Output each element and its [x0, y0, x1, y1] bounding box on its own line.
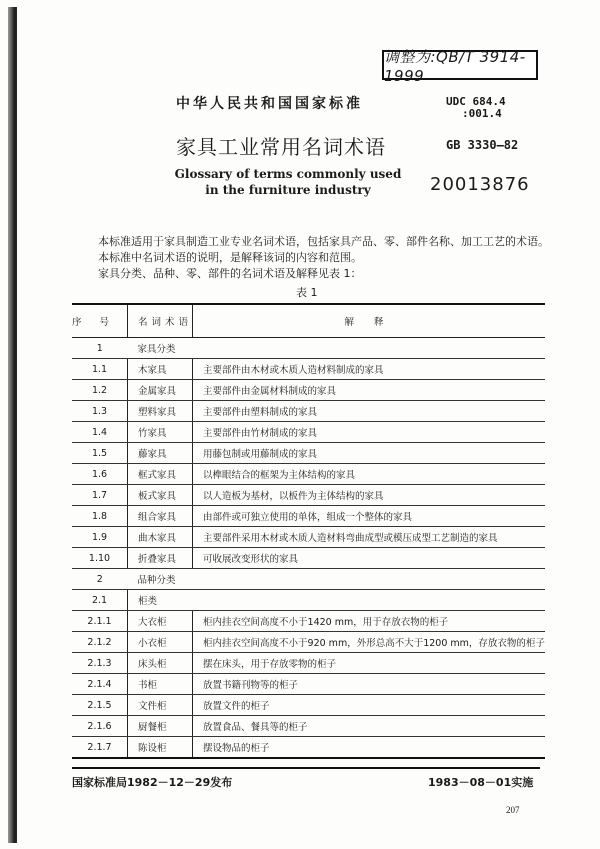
row-desc: 柜内挂衣空间高度不小于920 mm，外形总高不大于1200 mm，存放衣物的柜子 [193, 632, 545, 653]
row-num: 1.4 [72, 422, 128, 443]
row-term: 木家具 [128, 359, 193, 380]
udc-code [446, 96, 506, 120]
row-term: 柜类 [128, 590, 545, 611]
implementation-date: 1983－08－01实施 [428, 776, 534, 789]
row-num: 2.1.3 [72, 653, 128, 674]
row-num: 1.2 [72, 380, 128, 401]
row-desc: 由部件或可独立使用的单体，组成一个整体的家具 [193, 506, 545, 527]
footer-divider [72, 767, 540, 769]
row-term: 塑料家具 [128, 401, 193, 422]
table-row [72, 632, 545, 653]
row-desc: 柜内挂衣空间高度不小于1420 mm，用于存放衣物的柜子 [193, 611, 545, 632]
row-term: 曲木家具 [128, 527, 193, 548]
row-num: 1.6 [72, 464, 128, 485]
row-term: 家具分类 [128, 338, 545, 359]
row-desc: 主要部件由竹材制成的家具 [193, 422, 545, 443]
row-term: 竹家具 [128, 422, 193, 443]
gb-code: GB 3330—82 [446, 138, 519, 152]
row-term: 金属家具 [128, 380, 193, 401]
intro-paragraph-2: 本标准中名词术语的说明，是解释该词的内容和范围。 [98, 251, 362, 264]
table-row [72, 527, 545, 548]
table-row [72, 380, 545, 401]
row-desc: 以榫眼结合的框架为主体结构的家具 [193, 464, 545, 485]
page-number: 207 [506, 805, 520, 815]
row-num: 2.1.1 [72, 611, 128, 632]
table-row [72, 737, 545, 759]
terms-table [72, 303, 545, 759]
udc-line-2: :001.4 [462, 107, 502, 120]
row-desc: 可收展改变形状的家具 [193, 548, 545, 569]
table-row [72, 653, 545, 674]
table-row [72, 716, 545, 737]
row-term: 藤家具 [128, 443, 193, 464]
revision-stamp [382, 47, 538, 85]
table-row-section [72, 569, 545, 590]
row-num: 1.10 [72, 548, 128, 569]
row-term: 组合家具 [128, 506, 193, 527]
table-row [72, 485, 545, 506]
row-desc: 主要部件由金属材料制成的家具 [193, 380, 545, 401]
row-desc: 摆在床头，用于存放零物的柜子 [193, 653, 545, 674]
row-num: 2.1.6 [72, 716, 128, 737]
row-term: 陈设柜 [128, 737, 193, 759]
title-en-line-1: Glossary of terms commonly used [174, 167, 402, 181]
header-desc: 解释 [193, 304, 545, 338]
row-term: 小衣柜 [128, 632, 193, 653]
table-caption: 表 1 [296, 286, 318, 299]
row-num: 1 [72, 338, 128, 359]
table-row [72, 359, 545, 380]
row-num: 1.3 [72, 401, 128, 422]
table-row [72, 506, 545, 527]
table-header-row [72, 304, 545, 338]
document-title-cn: 家具工业常用名词术语 [176, 135, 386, 159]
row-term: 大衣柜 [128, 611, 193, 632]
intro-text [98, 234, 549, 282]
row-num: 2.1.5 [72, 695, 128, 716]
row-desc: 主要部件采用木材或木质人造材料弯曲成型或模压成型工艺制造的家具 [193, 527, 545, 548]
udc-line-1: UDC 684.4 [446, 95, 506, 108]
row-desc: 主要部件由塑料制成的家具 [193, 401, 545, 422]
row-num: 2.1 [72, 590, 128, 611]
document-number: 20013876 [430, 174, 530, 195]
table-row [72, 443, 545, 464]
row-num: 2.1.7 [72, 737, 128, 759]
table-row [72, 695, 545, 716]
table-row [72, 611, 545, 632]
row-term: 品种分类 [128, 569, 545, 590]
row-num: 1.7 [72, 485, 128, 506]
row-desc: 放置文件的柜子 [193, 695, 545, 716]
row-desc: 放置书籍刊物等的柜子 [193, 674, 545, 695]
revision-stamp-text: 调整为:QB/T 3914-1999 [384, 47, 526, 85]
row-num: 2 [72, 569, 128, 590]
intro-paragraph-1: 本标准适用于家具制造工业专业名词术语，包括家具产品、零、部件名称、加工工艺的术语。 [98, 235, 549, 248]
row-num: 1.9 [72, 527, 128, 548]
header-num: 序号 [72, 304, 128, 338]
row-desc: 用藤包制或用藤制成的家具 [193, 443, 545, 464]
table-row [72, 422, 545, 443]
row-term: 床头柜 [128, 653, 193, 674]
table-row [72, 464, 545, 485]
row-desc: 摆设物品的柜子 [193, 737, 545, 759]
table-row [72, 401, 545, 422]
row-num: 1.8 [72, 506, 128, 527]
row-term: 文件柜 [128, 695, 193, 716]
row-term: 板式家具 [128, 485, 193, 506]
scan-edge-artifact [8, 7, 17, 843]
row-term: 框式家具 [128, 464, 193, 485]
national-standard-heading: 中华人民共和国国家标准 [176, 96, 363, 112]
table-row [72, 674, 545, 695]
publication-date: 国家标准局1982－12－29发布 [72, 776, 233, 789]
document-title-en [168, 166, 408, 198]
row-num: 1.5 [72, 443, 128, 464]
row-desc: 主要部件由木材或木质人造材料制成的家具 [193, 359, 545, 380]
intro-paragraph-3: 家具分类、品种、零、部件的名词术语及解释见表 1： [98, 267, 362, 280]
row-num: 2.1.2 [72, 632, 128, 653]
row-term: 折叠家具 [128, 548, 193, 569]
table-row-section [72, 338, 545, 359]
row-num: 1.1 [72, 359, 128, 380]
table-row [72, 548, 545, 569]
row-desc: 放置食品、餐具等的柜子 [193, 716, 545, 737]
title-en-line-2: in the furniture industry [205, 183, 371, 197]
header-term: 名词术语 [128, 304, 193, 338]
table-row-subsection [72, 590, 545, 611]
row-term: 书柜 [128, 674, 193, 695]
row-desc: 以人造板为基材，以板件为主体结构的家具 [193, 485, 545, 506]
row-num: 2.1.4 [72, 674, 128, 695]
row-term: 厨餐柜 [128, 716, 193, 737]
